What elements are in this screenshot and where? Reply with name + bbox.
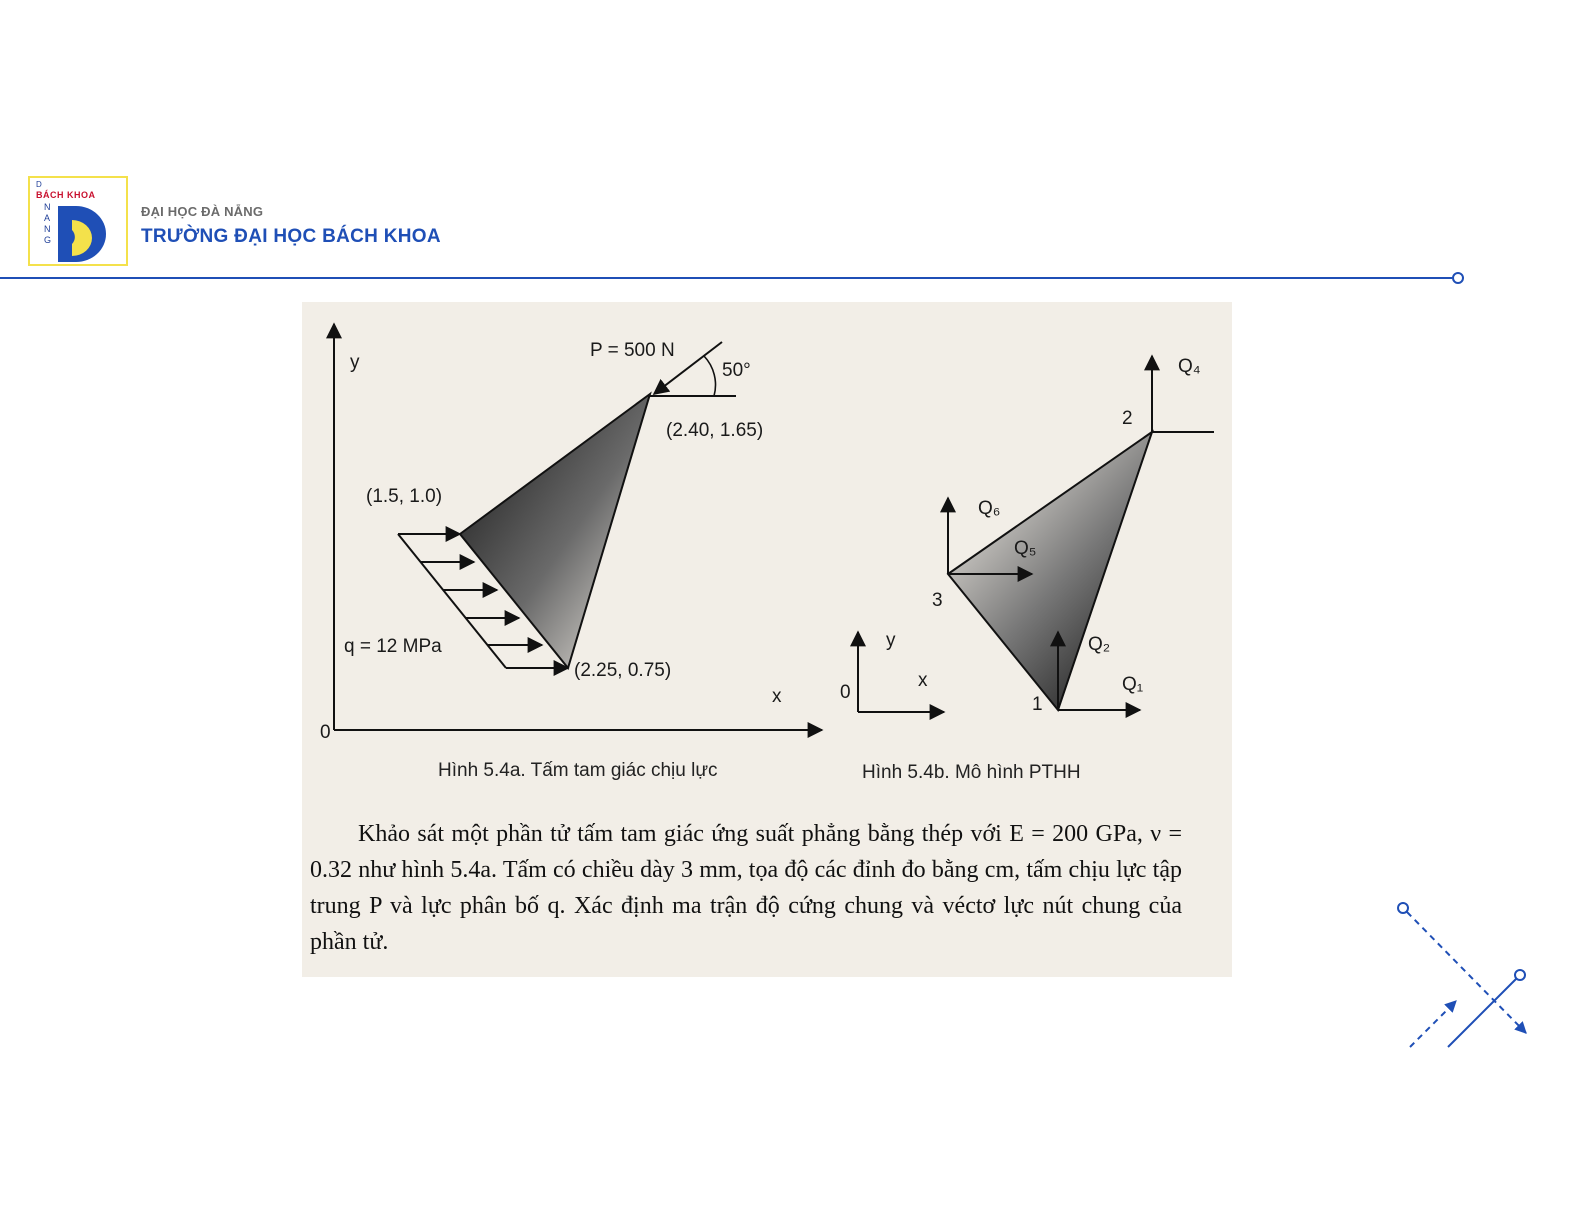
figure-b-caption: Hình 5.4b. Mô hình PTHH [862,762,1081,783]
node-2-label: 2 [1122,408,1133,429]
node-top-coords: (2.40, 1.65) [666,420,764,441]
angle-label: 50° [722,360,751,381]
problem-statement: Khảo sát một phần tử tấm tam giác ứng suất phẳng bằng thép với E = 200 GPa, ν = 0.32 như hình 5.4a. Tấm có chiều dày 3 mm, tọa độ các đỉnh đo bằng cm, tấm chịu lực tập trung P và lực phân bố q. Xác định ma trận độ cứng chung và véctơ lực nút chung của phần tử. [310,821,1182,955]
figure-b-origin-label: 0 [840,682,851,703]
figure-a-x-label: x [772,686,782,707]
slide-header [0,0,1585,300]
logo-letter: A [44,213,51,223]
node-3-label: 3 [932,590,943,611]
figure-b-y-label: y [886,630,896,651]
logo-brand-text: BÁCH KHOA [36,190,96,200]
logo-top-letter: D [36,180,42,189]
logo-side-letters [44,202,51,246]
divider-end-circle-icon [1453,273,1463,283]
q2-label: Q₂ [1088,634,1111,655]
q6-label: Q₆ [978,498,1001,519]
q1-label: Q₁ [1122,674,1144,695]
figure-a-caption: Hình 5.4a. Tấm tam giác chịu lực [438,760,718,781]
node-bottom-coords: (2.25, 0.75) [574,660,672,681]
logo-mark-icon [56,200,126,264]
node-1-label: 1 [1032,694,1043,715]
university-title: TRƯỜNG ĐẠI HỌC BÁCH KHOA [141,226,441,247]
university-logo [28,176,128,266]
load-q-label: q = 12 MPa [344,636,442,657]
header-divider [0,270,1585,286]
figure-a-origin-label: 0 [320,722,331,743]
logo-letter: N [44,224,51,234]
triangle-plate [460,394,650,668]
figure-b-x-label: x [918,670,928,691]
force-p-label: P = 500 N [590,340,675,361]
fe-triangle-element [948,432,1152,710]
logo-letter: G [44,235,52,245]
q5-label: Q₅ [1014,538,1037,559]
university-subtitle: ĐẠI HỌC ĐÀ NẴNG [141,204,264,219]
node-left-coords: (1.5, 1.0) [366,486,443,507]
q4-label: Q₄ [1178,356,1201,377]
scanned-figure [302,302,1232,977]
decorative-cross-icon [1390,895,1540,1055]
figure-a-y-label: y [350,352,360,373]
figure-b-local-axes [858,632,944,712]
logo-letter: N [44,202,51,212]
